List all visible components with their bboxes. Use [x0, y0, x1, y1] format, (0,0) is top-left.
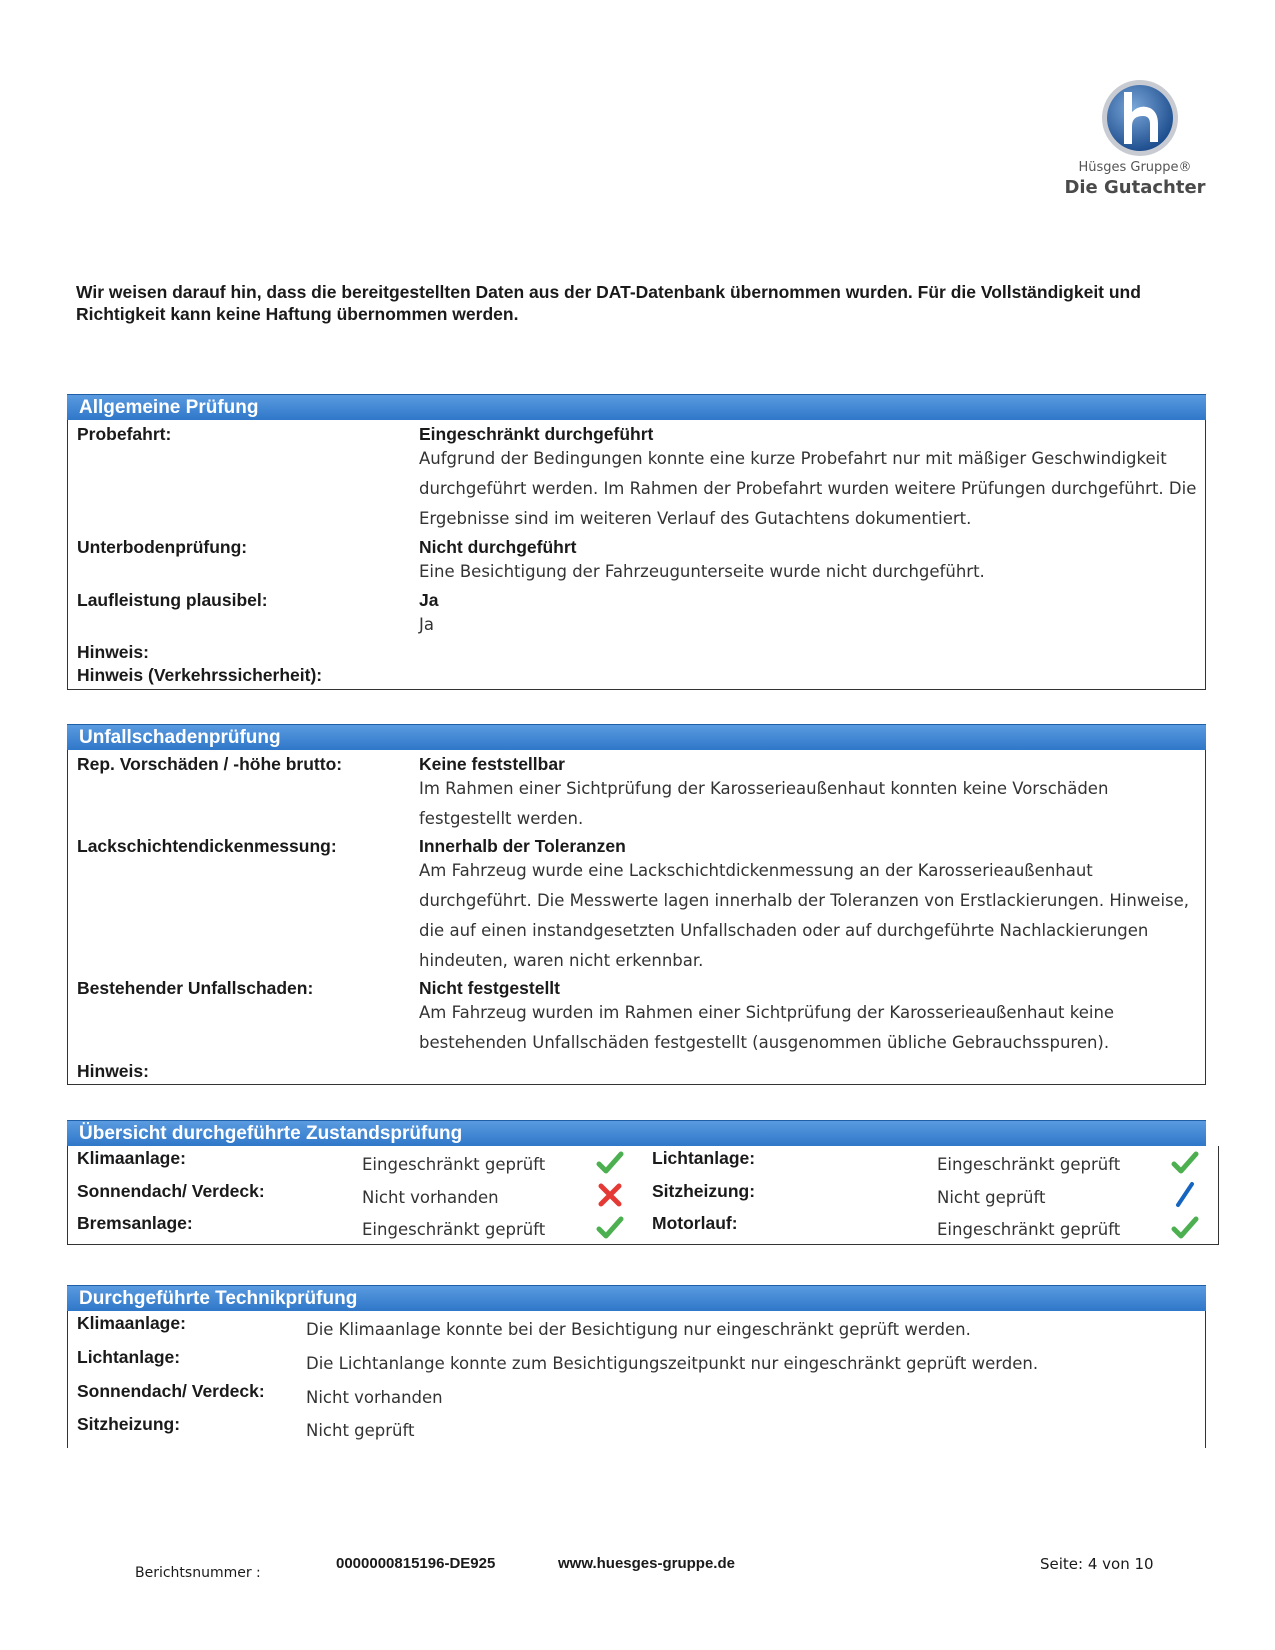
row-detail: Eine Besichtigung der Fahrzeugunterseite wurde nicht durchgeführt. [419, 562, 985, 581]
row-label: Hinweis: [77, 1061, 149, 1081]
overview-label: Sonnendach/ Verdeck: [77, 1181, 265, 1201]
section-unfallschadenpruefung [67, 724, 1206, 1085]
check-icon [596, 1149, 624, 1177]
row-label: Bestehender Unfallschaden: [77, 978, 314, 998]
report-number: 0000000815196-DE925 [336, 1555, 496, 1572]
row-value: Innerhalb der Toleranzen [419, 836, 626, 856]
row-detail: Ja [419, 615, 434, 634]
brand-name-large: Die Gutachter [1064, 177, 1206, 198]
overview-value: Eingeschränkt geprüft [362, 1155, 546, 1174]
report-number-label: Berichtsnummer : [135, 1565, 261, 1581]
disclaimer-text: Wir weisen darauf hin, dass die bereitgestellten Daten aus der DAT-Datenbank übernommen wurden. Für die Vollständigkeit und Richtigkeit kann keine Haftung übernommen werden. [76, 282, 1141, 324]
overview-value: Nicht geprüft [937, 1188, 1046, 1207]
tech-label: Klimaanlage: [77, 1313, 186, 1333]
tech-value: Die Lichtanlange konnte zum Besichtigungszeitpunkt nur eingeschränkt geprüft werden. [306, 1354, 1039, 1373]
row-value: Nicht festgestellt [419, 978, 560, 998]
section-title: Durchgeführte Technikprüfung [67, 1285, 1206, 1311]
row-detail: Im Rahmen einer Sichtprüfung der Karosserieaußenhaut konnten keine Vorschäden festgestellt werden. [419, 779, 1109, 828]
row-value: Eingeschränkt durchgeführt [419, 424, 654, 444]
row-label: Hinweis (Verkehrssicherheit): [77, 665, 323, 685]
brand-name-small: Hüsges Gruppe® [1078, 160, 1192, 175]
overview-value: Eingeschränkt geprüft [362, 1220, 546, 1239]
tech-label: Sonnendach/ Verdeck: [77, 1381, 265, 1401]
section-uebersicht-zustandspruefung [67, 1120, 1206, 1245]
section-title: Übersicht durchgeführte Zustandsprüfung [67, 1120, 1206, 1146]
row-detail: Am Fahrzeug wurden im Rahmen einer Sichtprüfung der Karosserieaußenhaut keine bestehenden Unfallschäden festgestellt (ausgenommen übliche Gebrauchsspuren). [419, 1003, 1115, 1052]
section-technikpruefung [67, 1285, 1206, 1448]
row-detail: Am Fahrzeug wurde eine Lackschichtdickenmessung an der Karosserieaußenhaut durchgeführt. Die Messwerte lagen innerhalb der Toleranzen von Erstlackierungen. Hinweise, die auf einen instandgesetzten Unfallschaden oder auf durchgeführte Nachlackierungen hindeuten, waren nicht erkennbar. [419, 861, 1190, 970]
tech-value: Die Klimaanlage konnte bei der Besichtigung nur eingeschränkt geprüft werden. [306, 1320, 971, 1339]
pen-icon [1171, 1181, 1199, 1209]
section-body [67, 420, 1206, 690]
section-title: Unfallschadenprüfung [67, 724, 1206, 750]
row-value: Keine feststellbar [419, 754, 565, 774]
row-label: Unterbodenprüfung: [77, 537, 248, 557]
check-icon [1171, 1149, 1199, 1177]
row-detail: Aufgrund der Bedingungen konnte eine kurze Probefahrt nur mit mäßiger Geschwindigkeit durchgeführt werden. Im Rahmen der Probefahrt wurden weitere Prüfungen durchgeführt. Die Ergebnisse sind im weiteren Verlauf des Gutachtens dokumentiert. [419, 449, 1197, 528]
tech-label: Sitzheizung: [77, 1414, 181, 1434]
overview-label: Bremsanlage: [77, 1213, 193, 1233]
overview-label: Klimaanlage: [77, 1148, 186, 1168]
overview-value: Eingeschränkt geprüft [937, 1220, 1121, 1239]
tech-value: Nicht vorhanden [306, 1388, 443, 1407]
check-icon [596, 1214, 624, 1242]
section-body [67, 1311, 1206, 1448]
row-label: Laufleistung plausibel: [77, 590, 268, 610]
tech-value: Nicht geprüft [306, 1421, 415, 1440]
overview-value: Eingeschränkt geprüft [937, 1155, 1121, 1174]
tech-label: Lichtanlage: [77, 1347, 181, 1367]
company-logo [1060, 78, 1210, 213]
row-value: Ja [419, 590, 439, 610]
row-label: Lackschichtendickenmessung: [77, 836, 337, 856]
section-body [67, 1146, 1219, 1245]
page-number: Seite: 4 von 10 [1040, 1555, 1154, 1573]
row-value: Nicht durchgeführt [419, 537, 577, 557]
overview-label: Motorlauf: [652, 1213, 738, 1233]
row-label: Probefahrt: [77, 424, 172, 444]
section-body [67, 750, 1206, 1085]
row-label: Rep. Vorschäden / -höhe brutto: [77, 754, 343, 774]
overview-value: Nicht vorhanden [362, 1188, 499, 1207]
overview-label: Lichtanlage: [652, 1148, 756, 1168]
section-title: Allgemeine Prüfung [67, 394, 1206, 420]
row-label: Hinweis: [77, 642, 149, 662]
website-link[interactable]: www.huesges-gruppe.de [558, 1555, 735, 1572]
logo-emblem-icon [1100, 78, 1180, 158]
check-icon [1171, 1214, 1199, 1242]
cross-icon [596, 1181, 624, 1209]
overview-label: Sitzheizung: [652, 1181, 756, 1201]
section-allgemeine-pruefung [67, 394, 1206, 690]
